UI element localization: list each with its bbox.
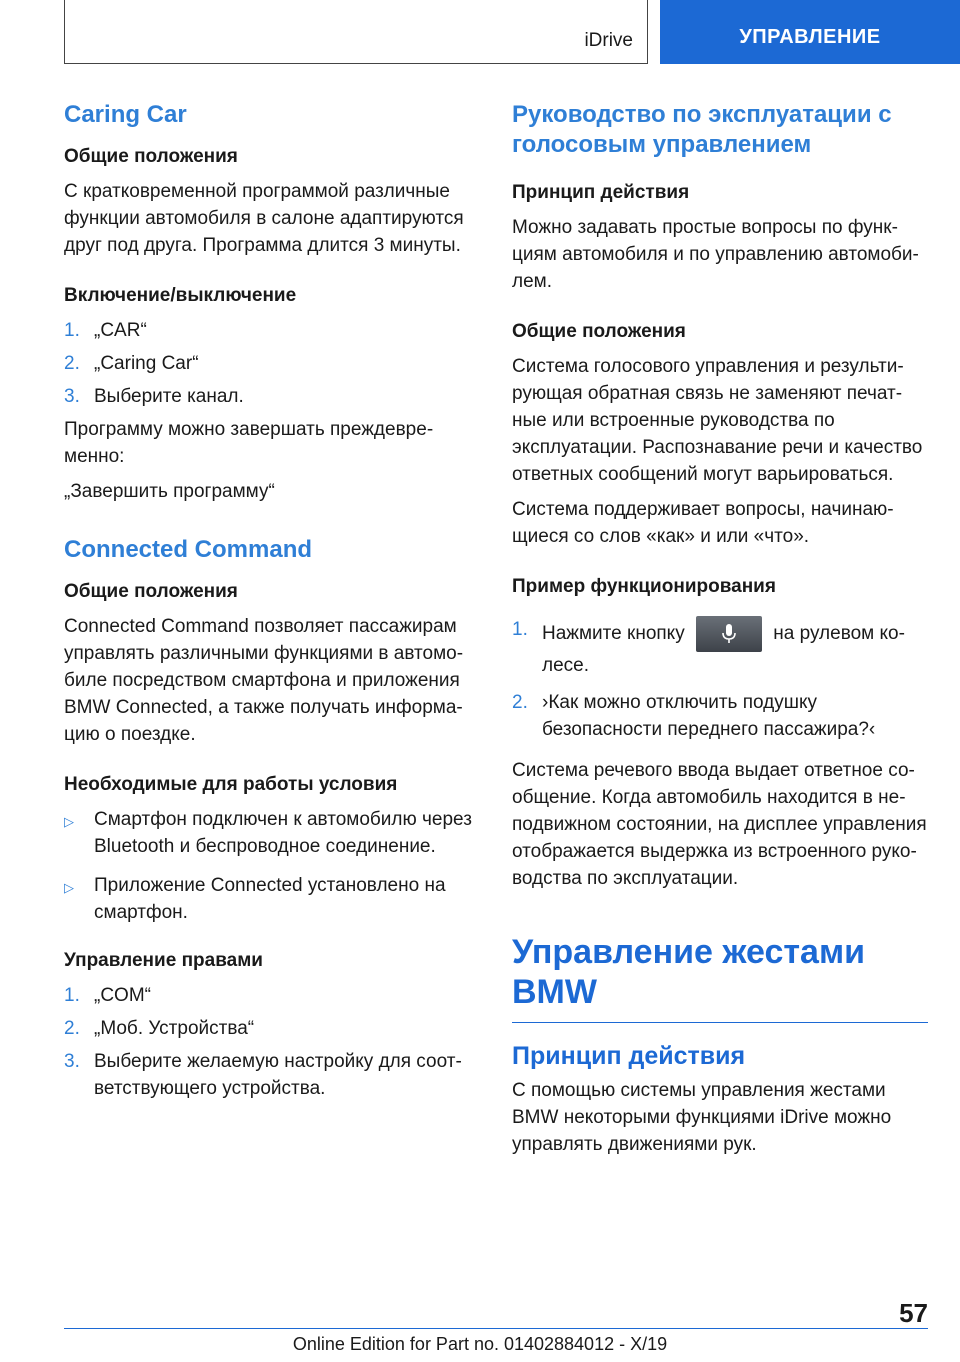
- subheading-general: Общие положения: [512, 321, 686, 342]
- subheading-principle: Принцип действия: [512, 182, 690, 203]
- header-section-tab: УПРАВЛЕНИЕ: [660, 0, 960, 64]
- list-item: 2. „Caring Car“: [64, 353, 199, 374]
- paragraph-general: Connected Command позволяет пассажирам управлять различными функциями в автомобиле посредством смартфона и приложения BMW Connected, а также получать информацию о поездке.: [64, 616, 464, 745]
- subheading-general: Общие положения: [64, 146, 238, 167]
- subheading-requirements: Необходимые для работы условия: [64, 774, 398, 795]
- list-item: ▷ Смартфон подключен к автомобилю через Bluetooth и беспроводное соединение.: [64, 806, 474, 860]
- section-title-connected-command: Connected Command: [64, 536, 313, 563]
- divider: [512, 1022, 928, 1023]
- section-title-voice-manual: Руководство по эксплуатации с голосовым управлением: [512, 101, 892, 158]
- steps-list-caring-car: [64, 317, 474, 410]
- paragraph-end-early: Программу можно завершать преждевременно:: [64, 419, 434, 467]
- microphone-icon: [696, 616, 762, 652]
- list-item: 3. Выберите желаемую настройку для соответствующего устройства.: [64, 1051, 462, 1099]
- paragraph-general-1: Система голосового управления и результирующая обратная связь не заменяют печатные или встроенные руководства по эксплуатации. Распознавание речи и качество ответных сообщений могут варьироваться.: [512, 356, 923, 485]
- subtitle-principle: Принцип действия: [512, 1042, 746, 1070]
- section-title-gesture-control: Управление жестами BMW: [512, 933, 866, 1011]
- list-item: ▷ Приложение Connected установлено на смартфон.: [64, 872, 474, 926]
- requirements-list: [64, 806, 474, 926]
- header-box: [64, 0, 648, 64]
- steps-list-example: [512, 616, 928, 743]
- triangle-right-icon: ▷: [64, 880, 74, 895]
- subheading-on-off: Включение/выключение: [64, 285, 297, 306]
- subheading-general: Общие положения: [64, 581, 238, 602]
- right-column: [512, 100, 928, 1158]
- subheading-example: Пример функционирования: [512, 576, 776, 597]
- paragraph-quote: „Завершить программу“: [64, 481, 275, 502]
- triangle-right-icon: ▷: [64, 814, 74, 829]
- list-item: 1. „COM“: [64, 985, 151, 1006]
- list-item: 1. „CAR“: [64, 320, 147, 341]
- list-item: 2. ›Как можно отключить подушку безопасности переднего пассажира?‹: [512, 692, 876, 740]
- section-title-caring-car: Caring Car: [64, 101, 187, 128]
- paragraph-general-2: Система поддерживает вопросы, начинающиеся со слов «как» и или «что».: [512, 499, 894, 547]
- footer-edition: Online Edition for Part no. 01402884012 - X/19: [292, 1334, 668, 1354]
- page-number: 57: [899, 1298, 928, 1328]
- header-chapter: iDrive: [584, 30, 633, 51]
- left-column: [64, 100, 474, 1108]
- paragraph-general: С кратковременной программой различные функции автомобиля в салоне адаптируются друг под друга. Программа длится 3 минуты.: [64, 181, 464, 256]
- paragraph-response: Система речевого ввода выдает ответное сообщение. Когда автомобиль находится в неподвижном состоянии, на дисплее управления отображается выдержка из встроенного руководства по эксплуатации.: [512, 760, 927, 889]
- list-item: 3. Выберите канал.: [64, 386, 244, 407]
- footer-divider: [64, 1328, 928, 1329]
- list-item: 2. „Моб. Устройства“: [64, 1018, 255, 1039]
- subheading-rights: Управление правами: [64, 950, 263, 971]
- paragraph-gesture: С помощью системы управления жестами BMW некоторыми функциями iDrive можно управлять движениями рук.: [512, 1080, 892, 1155]
- list-item: 1. Нажмите кнопку на рулевом колесе.: [512, 616, 928, 679]
- steps-list-rights: [64, 982, 474, 1102]
- paragraph-principle: Можно задавать простые вопросы по функциям автомобиля и по управлению автомобилем.: [512, 217, 919, 292]
